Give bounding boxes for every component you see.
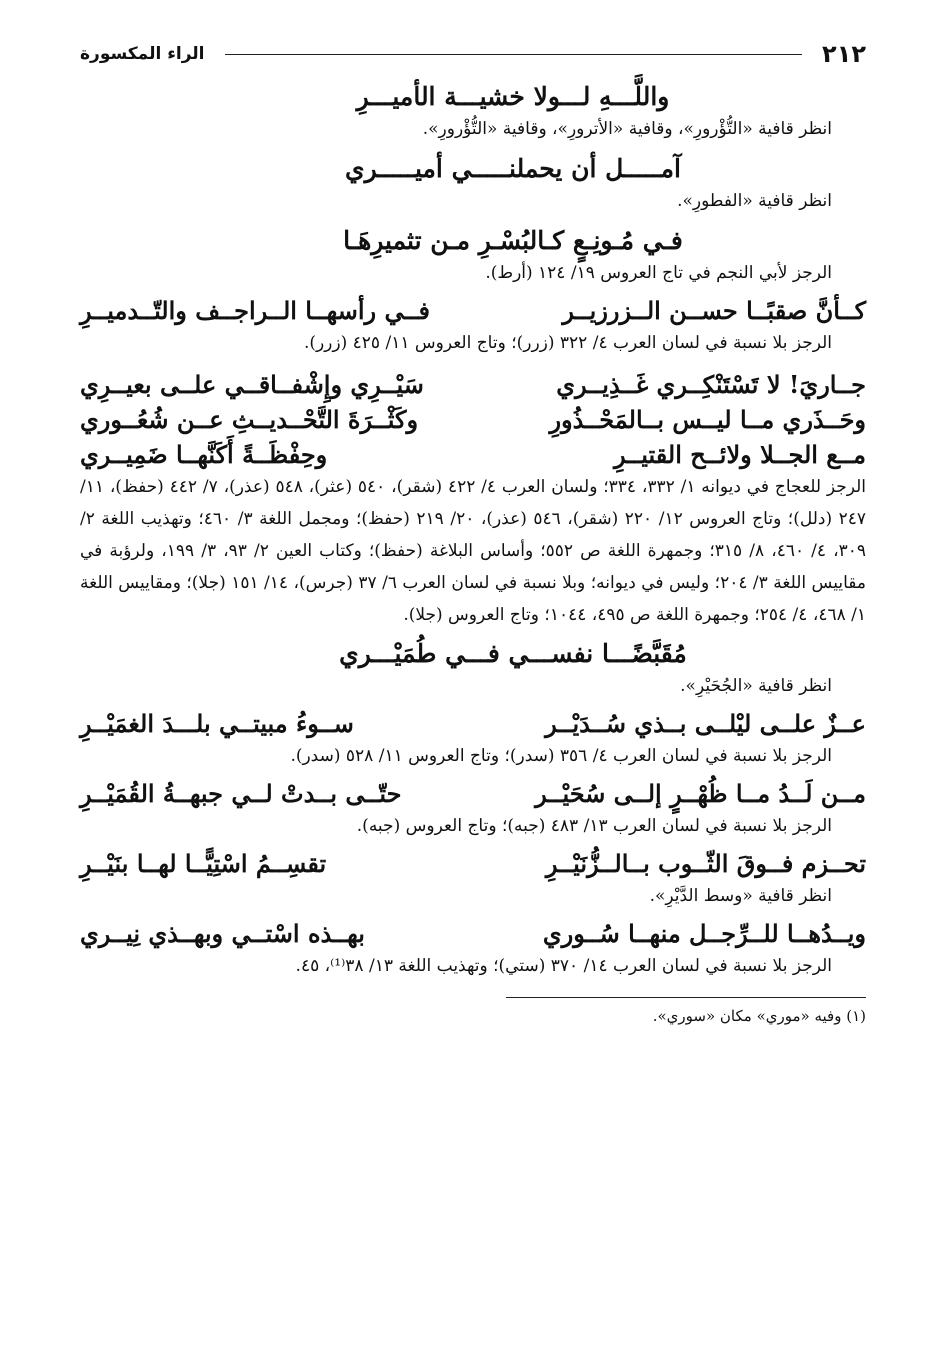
hemistich-second: فــي رأسهــا الــراجــف والتّــدميــرِ <box>80 296 430 325</box>
verse-pair <box>80 919 866 948</box>
verse-line: آمـــــل أن يحملنـــــي أميـــــري <box>345 154 681 183</box>
verse-pair <box>80 405 866 434</box>
note-line: انظر قافية «الجُحَيْرِ». <box>680 676 832 696</box>
hemistich-first: مــن لَــدُ مــا ظُهْــرٍ إلــى سُحَيْــر <box>535 779 866 808</box>
verse-line: فـي مُـونِـعٍ كـالبُسْـرِ مـن تثميرِهَـا <box>343 226 683 255</box>
hemistich-first: كــأنَّ صقبًــا حســن الــزرزيــر <box>562 296 866 325</box>
footnote-rule <box>506 997 866 998</box>
hemistich-first: تحــزم فــوقَ الثّــوب بــالــزُّنَيْــرِ <box>545 849 866 878</box>
verse-line: واللَّـــهِ لـــولا خشيـــة الأميـــرِ <box>356 82 670 111</box>
verse-pair <box>80 849 866 878</box>
note-line: الرجز بلا نسبة في لسان العرب ١٣/ ٤٨٣ (جبه)؛ وتاج العروس (جبه). <box>356 816 832 836</box>
page-number: ٢١٢ <box>822 40 866 68</box>
note-paragraph: الرجز للعجاج في ديوانه ١/ ٣٣٢، ٣٣٤؛ ولسان العرب ٤/ ٤٢٢ (شقر)، ٥٤٠ (عثر)، ٥٤٨ (عذر)، ٧/ ٤٤٢ (حفظ)، ١١/ ٢٤٧ (دلل)؛ وتاج العروس ١٢/ ٢٢٠ (شقر)، ٥٤٦ (عذر)، ٢٠/ ٢١٩ (حفظ)؛ ومجمل اللغة ٣/ ٤٦٠؛ وتهذيب اللغة ٢/ ٣٠٩، ٤/ ٤٦٠، ٨/ ٣١٥؛ وجمهرة اللغة ص ٥٥٢؛ وأساس البلاغة (حفظ)؛ وكتاب العين ٢/ ٩٣، ٣/ ١٩٩، ولرؤبة في مقاييس اللغة ٣/ ٢٠٤؛ وليس في ديوانه؛ وبلا نسبة في لسان العرب ٦/ ٣٧ (جرس)، ١٤/ ١٥١ (جلا)؛ ومقاييس اللغة ١/ ٤٦٨، ٤/ ٢٥٤؛ وجمهرة اللغة ص ٤٩٥، ١٠٤٤؛ وتاج العروس (جلا). <box>80 477 867 625</box>
verse-pair <box>80 779 866 808</box>
hemistich-second: وحِفْظَــةً أَكَنَّهــا ضَمِيــري <box>80 440 328 469</box>
hemistich-first: مــع الجــلا ولائــح القتيــرِ <box>613 440 866 469</box>
verse-pair <box>80 709 866 738</box>
hemistich-first: جــاريَ! لا تَسْتَنْكِــري غَــذِيــري <box>556 370 866 399</box>
note-line: الرجز لأبي النجم في تاج العروس ١٩/ ١٢٤ (أرط). <box>485 263 832 283</box>
running-header <box>80 34 866 74</box>
footnote: (١) وفيه «موري» مكان «سوري». <box>652 1007 866 1025</box>
note-line: الرجز بلا نسبة في لسان العرب ٤/ ٣٥٦ (سدر)؛ وتاج العروس ١١/ ٥٢٨ (سدر). <box>290 746 832 766</box>
verse-pair <box>80 440 866 469</box>
hemistich-first: عــزٌ علــى ليْلــى بــذي سُــدَيْــر <box>545 709 866 738</box>
hemistich-first: وحَــذَري مــا ليــس بــالمَحْــذُورِ <box>549 405 866 434</box>
header-title: الراء المكسورة <box>80 44 205 64</box>
hemistich-second: تقسِــمُ اسْتِيًّــا لهــا بنَيْــرِ <box>80 849 327 878</box>
hemistich-second: ســوءُ مبيتــي بلـــدَ الغمَيْــرِ <box>80 709 354 738</box>
verse-pair <box>80 296 866 325</box>
note-line: انظر قافية «التُّؤْرورِ»، وقافية «الأترورِ»، وقافية «التُّؤْرورِ». <box>422 119 832 139</box>
note-line: انظر قافية «الفطورِ». <box>677 191 832 211</box>
hemistich-second: بهــذه اسْتــي وبهــذي نِيــري <box>80 919 365 948</box>
hemistich-second: حتّــى بــدتْ لــي جبهــةُ القُمَيْــرِ <box>80 779 402 808</box>
verse-line: مُقَبَّضًـــا نفســـي فـــي طُمَيْـــري <box>339 639 687 668</box>
hemistich-second: سَيْــرِي وإِشْفــاقــي علــى بعيــرِي <box>80 370 424 399</box>
note-line: انظر قافية «وسط الدَّيْرِ». <box>649 886 832 906</box>
note-line: الرجز بلا نسبة في لسان العرب ٤/ ٣٢٢ (زرر)؛ وتاج العروس ١١/ ٤٢٥ (زرر). <box>303 333 832 353</box>
note-line: الرجز بلا نسبة في لسان العرب ١٤/ ٣٧٠ (ستي)؛ وتهذيب اللغة ١٣/ ٣٨⁽¹⁾، ٤٥. <box>295 956 832 976</box>
verse-pair <box>80 370 866 399</box>
hemistich-first: ويــدُهــا للــرِّجــل منهــا سُــوري <box>542 919 866 948</box>
hemistich-second: وكَثْــرَةَ التَّحْــديــثِ عــن شُعُــوري <box>80 405 419 434</box>
header-rule <box>225 54 803 55</box>
